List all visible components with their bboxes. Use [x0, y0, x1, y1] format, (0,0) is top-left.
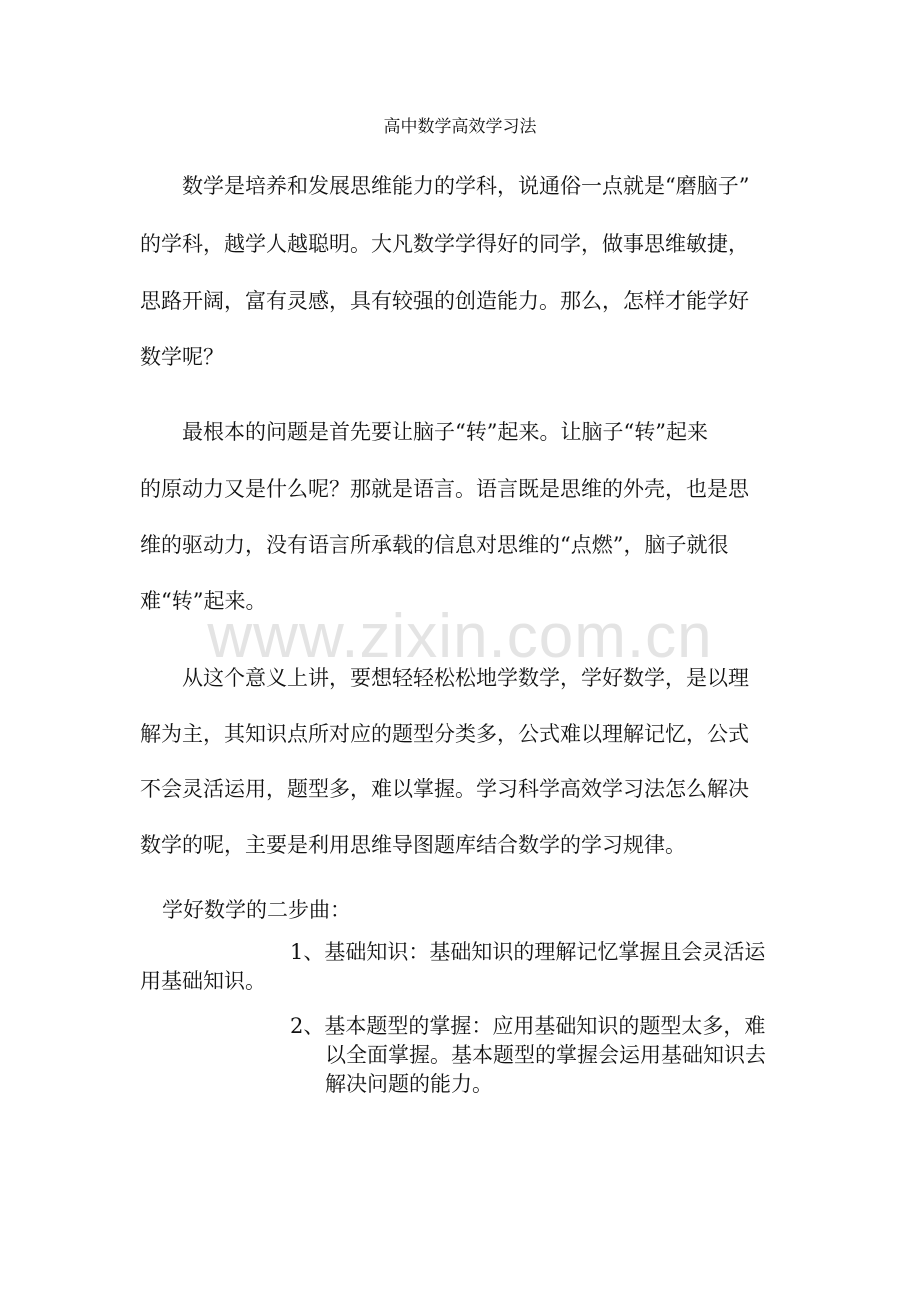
list-item-line: 2、基本题型的掌握：应用基础知识的题型太多，难 — [290, 1014, 766, 1038]
paragraph-line: 最根本的问题是首先要让脑子“转”起来。让脑子“转”起来 — [182, 420, 708, 444]
paragraph-line: 的原动力又是什么呢？那就是语言。语言既是思维的外壳，也是思 — [140, 477, 749, 501]
paragraph-line: 不会灵活运用，题型多，难以掌握。学习科学高效学习法怎么解决 — [140, 777, 749, 801]
list-item-line: 1、基础知识：基础知识的理解记忆掌握且会灵活运 — [290, 940, 766, 964]
paragraph-line: 的学科，越学人越聪明。大凡数学学得好的同学，做事思维敏捷， — [140, 232, 749, 256]
list-item-line: 用基础知识。 — [140, 969, 266, 993]
paragraph-line: 数学是培养和发展思维能力的学科，说通俗一点就是“磨脑子” — [182, 174, 750, 198]
document-title: 高中数学高效学习法 — [383, 117, 537, 137]
paragraph-line: 解为主，其知识点所对应的题型分类多，公式难以理解记忆，公式 — [140, 722, 749, 746]
paragraph-line: 维的驱动力，没有语言所承载的信息对思维的“点燃”，脑子就很 — [140, 533, 729, 557]
paragraph-line: 难“转”起来。 — [140, 589, 267, 613]
watermark: www.zixin.com.cn — [207, 602, 713, 671]
section-heading: 学好数学的二步曲： — [162, 898, 351, 922]
list-item-line: 解决问题的能力。 — [325, 1072, 493, 1096]
paragraph-line: 从这个意义上讲，要想轻轻松松地学数学，学好数学，是以理 — [182, 666, 749, 690]
paragraph-line: 思路开阔，富有灵感，具有较强的创造能力。那么，怎样才能学好 — [140, 289, 749, 313]
paragraph-line: 数学的呢，主要是利用思维导图题库结合数学的学习规律。 — [140, 833, 686, 857]
paragraph-line: 数学呢？ — [140, 345, 224, 369]
list-item-line: 以全面掌握。基本题型的掌握会运用基础知识去 — [325, 1043, 766, 1067]
